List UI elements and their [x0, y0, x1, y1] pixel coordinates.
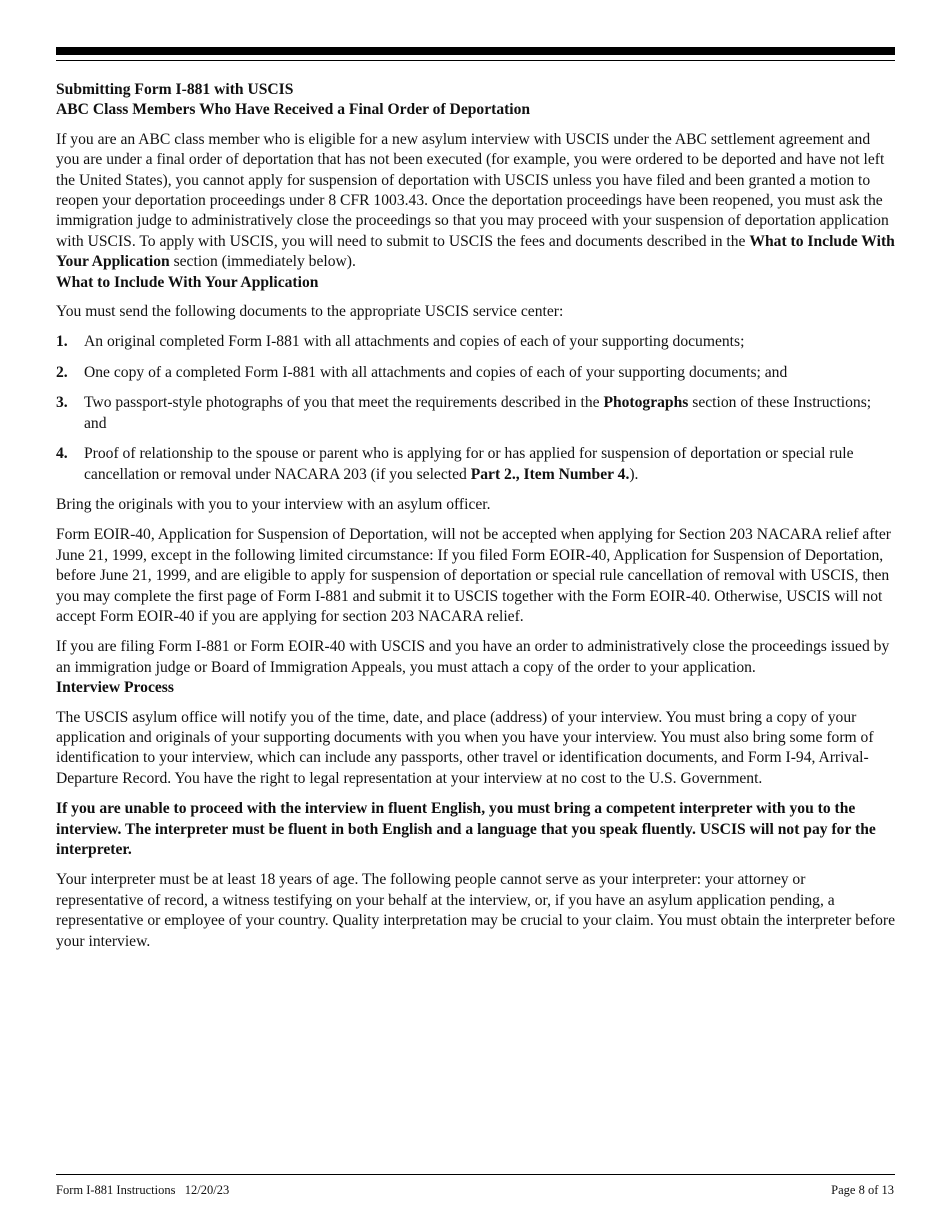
- list-item-3: [56, 393, 896, 434]
- include-heading: What to Include With Your Application: [56, 273, 319, 291]
- filing-paragraph: If you are filing Form I-881 or Form EOIR-40 with USCIS and you have an order to administratively close the proceedings issued by an immigration judge or Board of Immigration Appeals, you must attach a copy of the order to your application.: [56, 638, 890, 676]
- abc-text-2: section (immediately below).: [169, 253, 356, 271]
- header-rule-thin: [56, 60, 895, 61]
- list-text: One copy of a completed Form I-881 with all attachments and copies of each of your supporting documents; and: [84, 363, 788, 381]
- eoir-paragraph: Form EOIR-40, Application for Suspension of Deportation, will not be accepted when applying for Section 203 NACARA relief after June 21, 1999, except in the following limited circumstance: If you filed Form EOIR-40, Application for Suspension of Deportation, before June 21, 1999, and are eligible to apply for suspension of deportation or special rule cancellation of removal with USCIS, then you may complete the first page of Form I-881 and submit it to USCIS together with the Form EOIR-40. Otherwise, USCIS will not accept Form EOIR-40 if you are applying for section 203 NACARA relief.: [56, 526, 891, 625]
- abc-text-1: If you are an ABC class member who is eligible for a new asylum interview with USCIS under the ABC settlement agreement and you are under a final order of deportation that has not been executed (for example, you were ordered to be deported and have not left the United States), you cannot apply for suspension of deportation with USCIS unless you have filed and been granted a motion to reopen your deportation proceedings under 8 CFR 1003.43. Once the deportation proceedings have been reopened, you must ask the immigration judge to administratively close the proceedings so that you may proceed with your suspension of deportation application with USCIS. To apply with USCIS, you will need to submit to USCIS the fees and documents described in the: [56, 130, 889, 250]
- list-text: An original completed Form I-881 with all attachments and copies of each of your supporting documents;: [84, 333, 745, 351]
- list-text-separator: ,: [515, 465, 524, 483]
- main-heading: Submitting Form I-881 with USCIS: [56, 81, 294, 98]
- abc-paragraph: [56, 130, 896, 273]
- list-number: 3.: [56, 394, 68, 412]
- header-rule-thick: [56, 47, 895, 55]
- interpreter-paragraph: Your interpreter must be at least 18 years of age. The following people cannot serve as your interpreter: your attorney or representative of record, a witness testifying on your behalf at the interview, or, if you have an asylum application pending, a representative or employee of your country. Quality interpretation may be crucial to your claim. You must obtain the interpreter before your interview.: [56, 871, 896, 950]
- include-intro: You must send the following documents to the appropriate USCIS service center:: [56, 303, 564, 321]
- list-text-bold: Part 2.: [470, 465, 516, 483]
- interview-heading: Interview Process: [56, 679, 174, 697]
- list-text: [84, 393, 896, 434]
- list-text-part: ).: [629, 465, 639, 483]
- interview-paragraph: The USCIS asylum office will notify you of the time, date, and place (address) of your interview. You must bring a copy of your application and originals of your supporting documents with you when you have your interview. You must also bring some form of identification to your interview, which can include any passports, other travel or identification documents, and Form I-94, Arrival-Departure Record. You have the right to legal representation at your interview at no cost to the U.S. Government.: [56, 708, 874, 787]
- interpreter-notice: If you are unable to proceed with the interview in fluent English, you must bring a competent interpreter with you to the interview. The interpreter must be fluent in both English and a language that you speak fluently. USCIS will not pay for the interpreter.: [56, 800, 876, 858]
- list-text-bold: Item Number 4.: [523, 465, 630, 483]
- list-number: 4.: [56, 445, 68, 463]
- footer-page-number: Page 8 of 13: [831, 1183, 894, 1197]
- list-text-part: Two passport-style photographs of you that meet the requirements described in the: [84, 394, 604, 412]
- list-number: 1.: [56, 333, 68, 351]
- list-text-part: section of these Instructions; and: [84, 394, 872, 432]
- list-item-1: [56, 332, 896, 352]
- list-number: 2.: [56, 363, 68, 381]
- footer-rule: [56, 1174, 895, 1175]
- page-content: [56, 80, 896, 952]
- abc-heading: ABC Class Members Who Have Received a Final Order of Deportation: [56, 101, 531, 119]
- list-text-part: Proof of relationship to the spouse or parent who is applying for or has applied for suspension of deportation or special rule cancellation or removal under NACARA 203 (if you selected: [84, 445, 854, 483]
- list-item-2: [56, 363, 896, 383]
- list-text-bold: Photographs: [603, 394, 689, 412]
- list-text: [84, 444, 896, 485]
- footer-form-info: Form I-881 Instructions 12/20/23: [56, 1183, 230, 1197]
- abc-text-bold: What to Include With Your Application: [56, 232, 895, 271]
- originals-paragraph: Bring the originals with you to your interview with an asylum officer.: [56, 495, 491, 513]
- list-item-4: [56, 444, 896, 485]
